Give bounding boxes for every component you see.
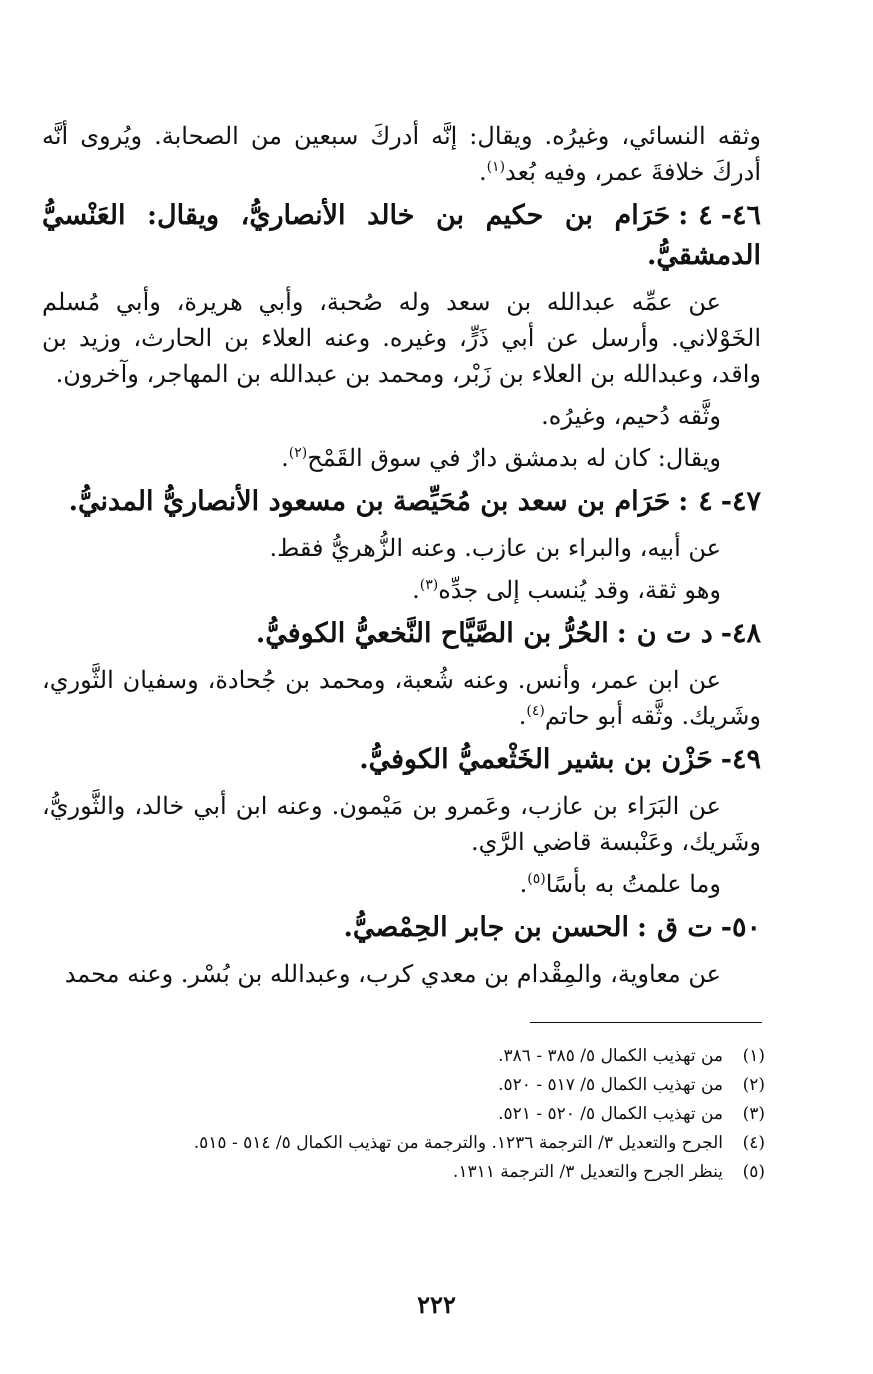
- entry-name: حَرَام بن حكيم بن خالد الأنصاريُّ، ويقال: العَنْسيُّ الدمشقيُّ.: [42, 200, 761, 271]
- footnote-number: (٤): [742, 1133, 765, 1153]
- entry-name: الحسن بن جابر الحِمْصيُّ.: [343, 912, 630, 943]
- entry-code: ٤: [698, 200, 713, 231]
- entry-paragraph: [42, 788, 761, 860]
- entry-paragraph: [42, 956, 761, 992]
- footnote-item: [60, 1129, 765, 1158]
- paragraph-end: .: [518, 702, 527, 730]
- entry-paragraph: [42, 398, 761, 434]
- footnote-number: (١): [742, 1046, 765, 1066]
- entry-heading-47: [42, 482, 761, 522]
- entry-paragraph: [42, 440, 761, 476]
- footnote-ref: (٣): [419, 577, 439, 593]
- entry-separator: :: [678, 200, 689, 231]
- footnote-ref: (٤): [526, 703, 545, 719]
- entry-code: د ت ن: [636, 618, 713, 649]
- footnote-text: من تهذيب الكمال ٥/ ٥١٧ - ٥٢٠.: [498, 1075, 723, 1095]
- entry-paragraph: [42, 572, 761, 608]
- entry-name: حَرَام بن سعد بن مُحَيِّصة بن مسعود الأنصاريُّ المدنيُّ.: [68, 486, 671, 517]
- entry-number: ٤٩-: [720, 744, 761, 775]
- paragraph-end: .: [519, 870, 528, 898]
- footnote-ref: (٥): [527, 871, 546, 887]
- intro-text: وثقه النسائي، وغيرُه. ويقال: إنَّه أدركَ سبعين من الصحابة. ويُروى أنَّه أدركَ خلافةَ عمر، وفيه بُعد: [42, 122, 761, 186]
- footnote-divider: [530, 1022, 762, 1023]
- footnote-text: من تهذيب الكمال ٥/ ٣٨٥ - ٣٨٦.: [498, 1046, 723, 1066]
- footnote-item: [60, 1071, 765, 1100]
- entry-paragraph-text: عن البَرَاء بن عازب، وعَمرو بن مَيْمون. وعنه ابن أبي خالد، والثَّوريُّ، وشَريك، وعَنْبسة قاضي الرَّي.: [42, 792, 761, 856]
- footnote-number: (٣): [742, 1104, 765, 1124]
- intro-end: .: [478, 158, 487, 186]
- entry-separator: :: [616, 618, 627, 649]
- entry-heading-46: [42, 196, 761, 276]
- entry-name: حَزْن بن بشير الخَثْعميُّ الكوفيُّ.: [359, 744, 713, 775]
- entry-heading-49: [42, 740, 761, 780]
- footnote-ref: (١): [486, 159, 506, 175]
- entry-paragraph: [42, 530, 761, 566]
- entry-paragraph-text: عن أبيه، والبراء بن عازب. وعنه الزُّهريُّ فقط.: [269, 534, 721, 562]
- entry-paragraph-text: عن عمِّه عبدالله بن سعد وله صُحبة، وأبي هريرة، وأبي مُسلم الخَوْلاني. وأرسل عن أبي ذَرٍّ، وغيره. وعنه العلاء بن الحارث، وزيد بن واقد، وعبدالله بن العلاء بن زَبْر، ومحمد بن عبدالله بن المهاجر، وآخرون.: [42, 288, 761, 388]
- footnote-ref: (٢): [288, 445, 308, 461]
- footnote-number: (٥): [742, 1162, 765, 1182]
- paragraph-end: .: [281, 444, 289, 472]
- entry-number: ٤٦-: [720, 200, 761, 231]
- footnotes: [60, 1042, 765, 1187]
- footnote-text: من تهذيب الكمال ٥/ ٥٢٠ - ٥٢١.: [498, 1104, 723, 1124]
- entry-separator: :: [678, 486, 689, 517]
- intro-paragraph: [42, 118, 761, 190]
- entry-number: ٥٠-: [720, 912, 761, 943]
- entry-paragraph-text: وهو ثقة، وقد يُنسب إلى جدِّه: [438, 576, 721, 604]
- main-text: [42, 118, 761, 992]
- entry-heading-48: [42, 614, 761, 654]
- entry-heading-50: [42, 908, 761, 948]
- entry-number: ٤٨-: [720, 618, 761, 649]
- footnote-text: ينظر الجرح والتعديل ٣/ الترجمة ١٣١١.: [452, 1162, 723, 1182]
- paragraph-end: .: [412, 576, 420, 604]
- entry-paragraph-text: عن معاوية، والمِقْدام بن معدي كرب، وعبدالله بن بُسْر. وعنه محمد: [64, 960, 721, 988]
- footnote-text: الجرح والتعديل ٣/ الترجمة ١٢٣٦. والترجمة من تهذيب الكمال ٥/ ٥١٤ - ٥١٥.: [193, 1133, 723, 1153]
- entry-code: ٤: [698, 486, 713, 517]
- entry-number: ٤٧-: [720, 486, 761, 517]
- entry-paragraph-text: ويقال: كان له بدمشق دارٌ في سوق القَمْح: [307, 444, 721, 472]
- footnote-item: [60, 1042, 765, 1071]
- entry-paragraph-text: وثَّقه دُحيم، وغيرُه.: [541, 402, 721, 430]
- entry-paragraph: [42, 284, 761, 392]
- entry-code: ت ق: [656, 912, 713, 943]
- entry-name: الحُرُّ بن الصَّيَّاح النَّخعيُّ الكوفيُّ.: [255, 618, 609, 649]
- entry-paragraph-text: وما علمتُ به بأسًا: [545, 870, 721, 898]
- entry-paragraph-text: عن ابن عمر، وأنس. وعنه شُعبة، ومحمد بن جُحادة، وسفيان الثَّوري، وشَريك. وثَّقه أبو حاتم: [42, 666, 761, 730]
- entry-paragraph: [42, 662, 761, 734]
- entry-paragraph: [42, 866, 761, 902]
- page-number: ٢٢٢: [417, 1290, 456, 1319]
- footnote-number: (٢): [742, 1075, 765, 1095]
- footnote-item: [60, 1158, 765, 1187]
- entry-separator: :: [637, 912, 647, 943]
- footnote-item: [60, 1100, 765, 1129]
